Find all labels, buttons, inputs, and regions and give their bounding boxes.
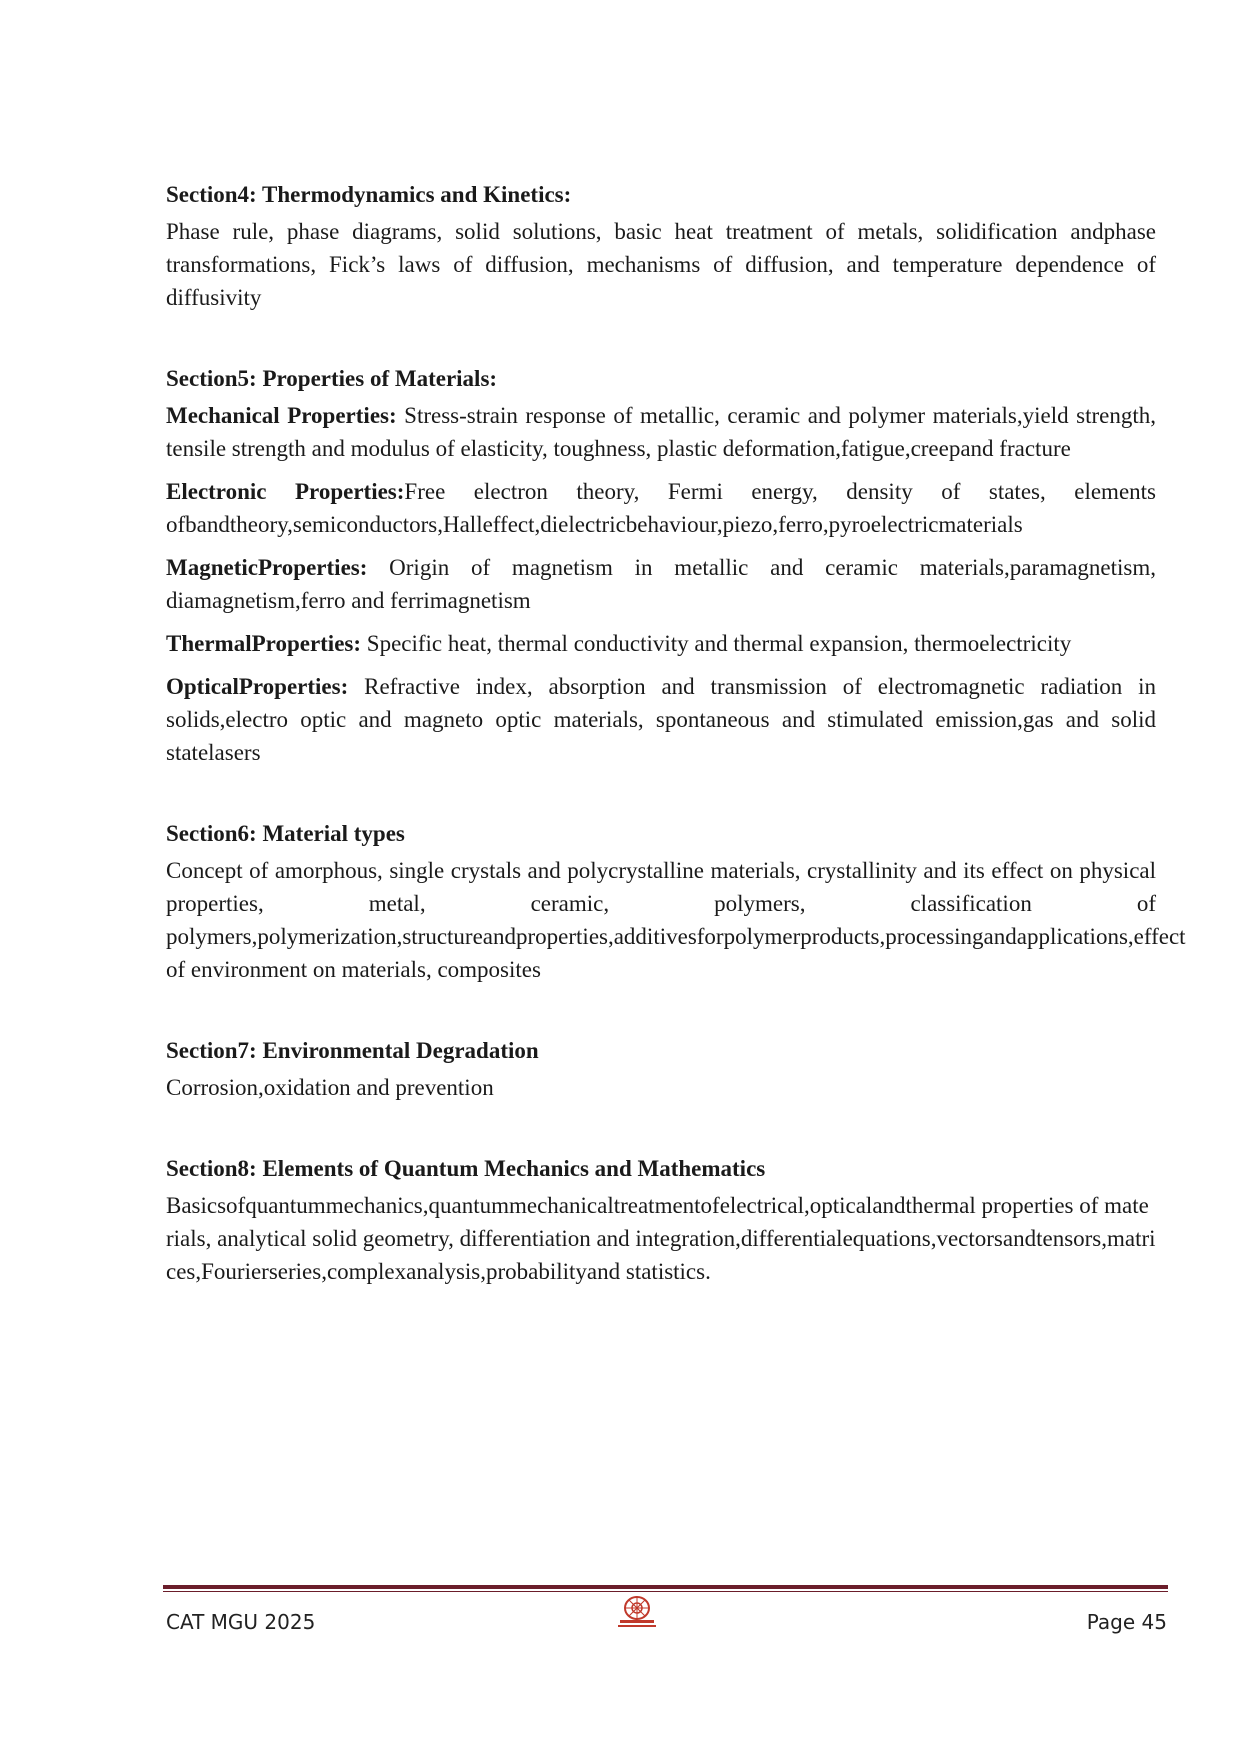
footer-exam-name: CAT MGU 2025: [166, 1610, 316, 1634]
optical-properties-label: OpticalProperties:: [166, 674, 349, 699]
optical-properties-paragraph: [166, 670, 1156, 769]
section-7: [166, 1034, 1156, 1104]
magnetic-properties-paragraph: [166, 551, 1156, 617]
page-content: [166, 178, 1186, 1336]
section-4-heading: Section4: Thermodynamics and Kinetics:: [166, 182, 572, 207]
university-emblem-icon: [614, 1594, 660, 1630]
footer-divider-thin: [163, 1591, 1168, 1592]
section-7-body: Corrosion,oxidation and prevention: [166, 1075, 494, 1100]
electronic-properties-paragraph: [166, 475, 1156, 541]
thermal-properties-label: ThermalProperties:: [166, 631, 362, 656]
magnetic-properties-label: MagneticProperties:: [166, 555, 368, 580]
section-6: [166, 817, 1186, 986]
section-6-heading: Section6: Material types: [166, 821, 405, 846]
section-8: [166, 1152, 1156, 1288]
section-6-body: Concept of amorphous, single crystals and polycrystalline materials, crystallinity and its effect on physical properties, metal, ceramic, polymers, classification of polymers,polymerization,structureandproperties,additivesforpolymerproducts,processingandapplications,effect of environment on materials, composites: [166, 858, 1186, 982]
section-4: [166, 178, 1156, 314]
thermal-properties-text: Specific heat, thermal conductivity and thermal expansion, thermoelectricity: [361, 631, 1072, 656]
optical-properties-text: Refractive index, absorption and transmission of electromagnetic radiation in solids,electro optic and magneto optic materials, spontaneous and stimulated emission,gas and solid statelasers: [166, 674, 1156, 765]
section-5: [166, 362, 1156, 769]
footer-page-number: Page 45: [1086, 1610, 1167, 1634]
section-8-body: Basicsofquantummechanics,quantummechanicaltreatmentofelectrical,opticalandthermal properties of materials, analytical solid geometry, differentiation and integration,differentialequations,vectorsandtensors,matrices,Fourierseries,complexanalysis,probabilityand statistics.: [166, 1193, 1156, 1284]
section-8-heading: Section8: Elements of Quantum Mechanics and Mathematics: [166, 1156, 766, 1181]
mechanical-properties-text: Stress-strain response of metallic, ceramic and polymer materials,yield strength, tensile strength and modulus of elasticity, toughness, plastic deformation,fatigue,creepand fracture: [166, 403, 1156, 461]
electronic-properties-text: Free electron theory, Fermi energy, density of states, elements ofbandtheory,semiconductors,Halleffect,dielectricbehaviour,piezo,ferro,pyroelectricmaterials: [166, 479, 1156, 537]
section-5-heading: Section5: Properties of Materials:: [166, 366, 498, 391]
magnetic-properties-text: Origin of magnetism in metallic and ceramic materials,paramagnetism, diamagnetism,ferro and ferrimagnetism: [166, 555, 1156, 613]
mechanical-properties-paragraph: [166, 399, 1156, 465]
electronic-properties-label: Electronic Properties:: [166, 479, 405, 504]
mechanical-properties-label: Mechanical Properties:: [166, 403, 397, 428]
section-7-heading: Section7: Environmental Degradation: [166, 1038, 539, 1063]
thermal-properties-paragraph: [166, 627, 1156, 660]
footer-divider: [163, 1585, 1168, 1589]
section-4-body: Phase rule, phase diagrams, solid solutions, basic heat treatment of metals, solidification andphase transformations, Fick’s laws of diffusion, mechanisms of diffusion, and temperature dependence of diffusivity: [166, 219, 1156, 310]
